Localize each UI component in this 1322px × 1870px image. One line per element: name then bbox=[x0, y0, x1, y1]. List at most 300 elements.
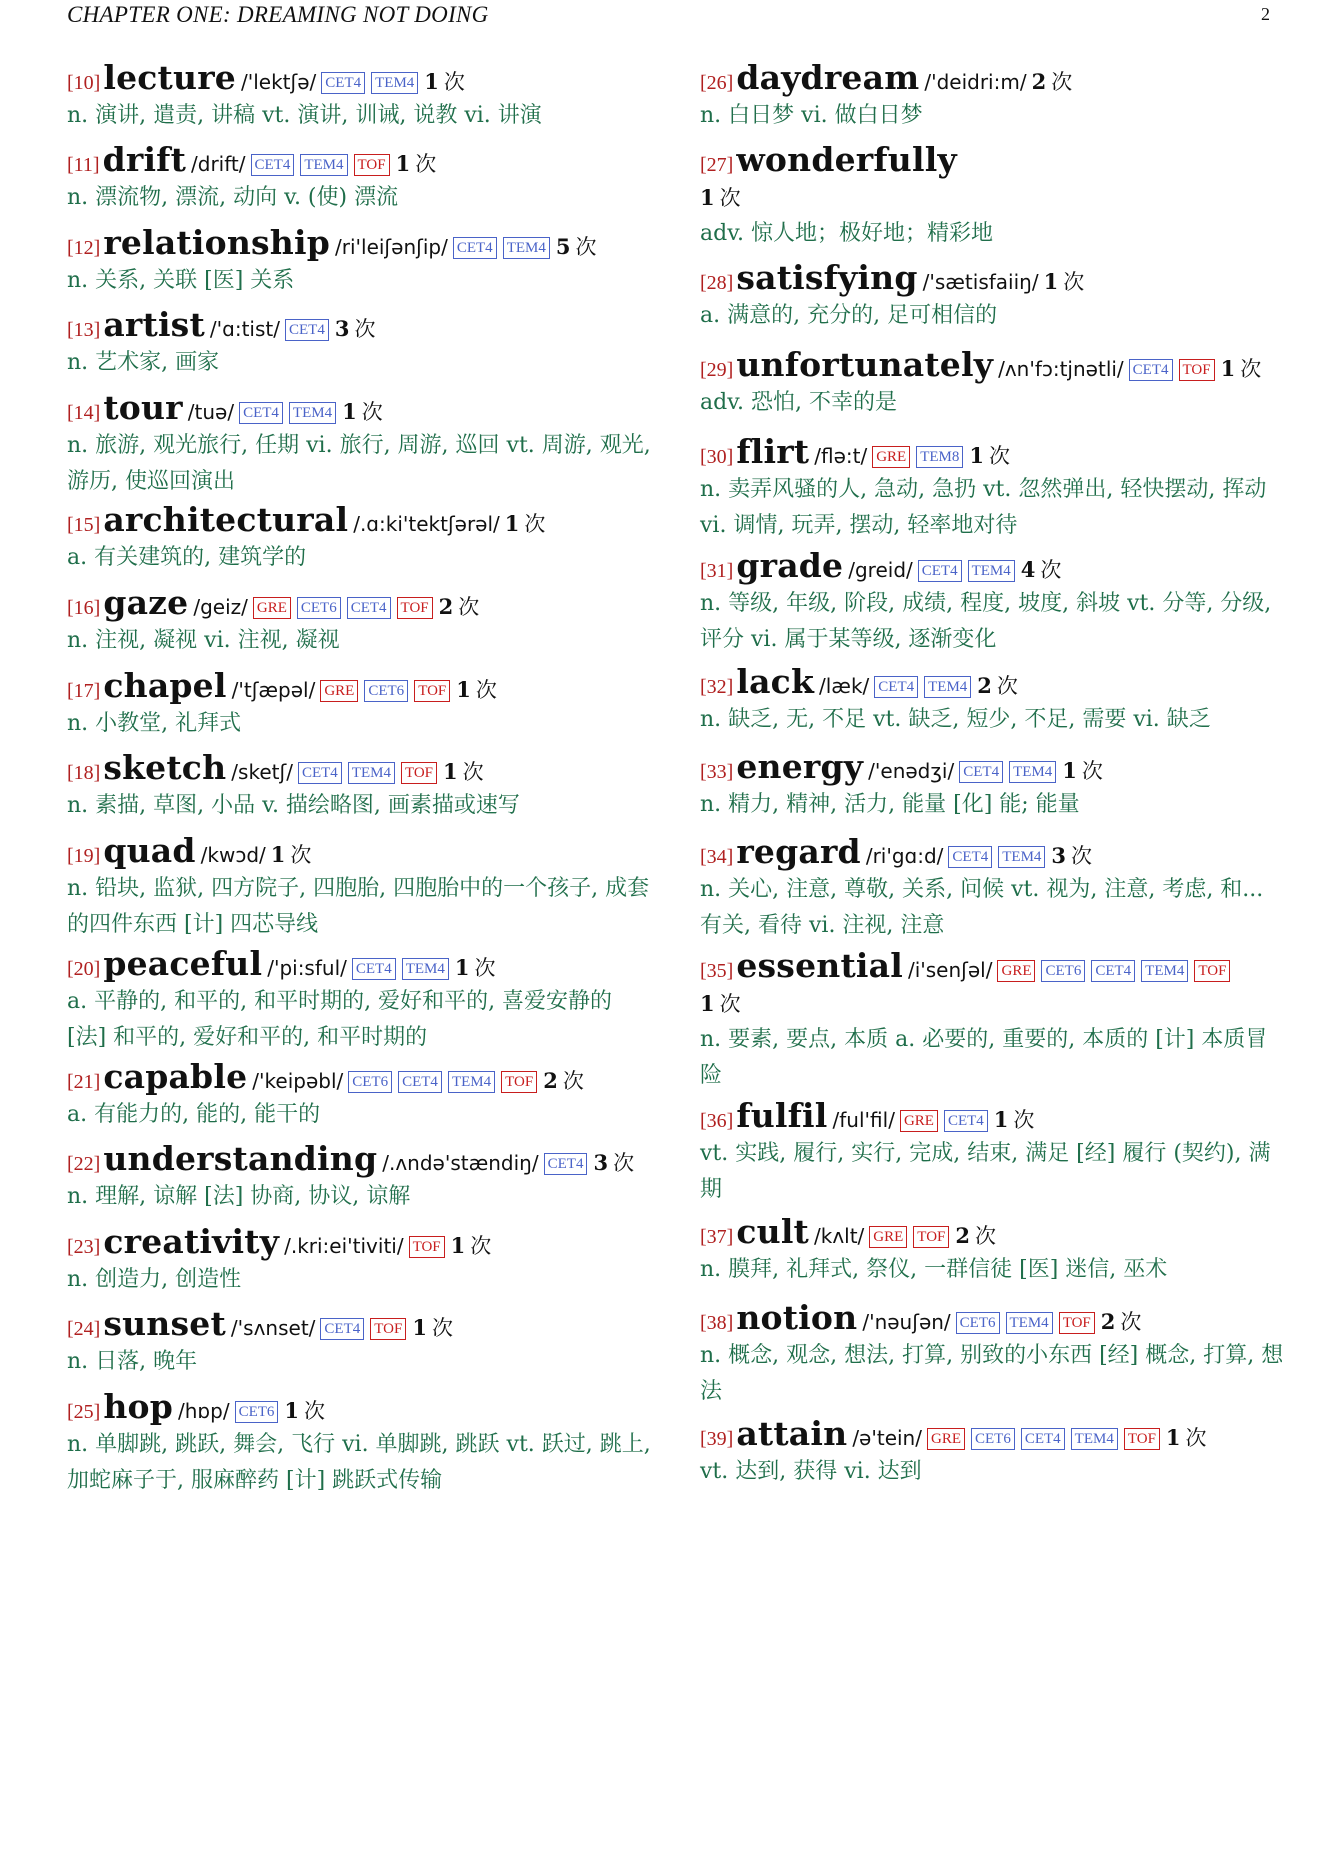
vocab-entry bbox=[67, 388, 652, 500]
frequency-count: 2 bbox=[1031, 69, 1047, 94]
frequency-unit: 次 bbox=[415, 152, 437, 176]
phonetic: /kwɔd/ bbox=[200, 843, 266, 867]
definition: n. 演讲, 遣责, 讲稿 vt. 演讲, 训诫, 说教 vi. 讲演 bbox=[67, 103, 542, 128]
entry-headline bbox=[700, 58, 1285, 98]
entry-index: [30] bbox=[700, 446, 734, 468]
exam-tag: CET6 bbox=[956, 1312, 1000, 1334]
frequency-count: 1 bbox=[450, 1233, 466, 1258]
entry-headline bbox=[700, 747, 1285, 787]
exam-tag: CET6 bbox=[297, 597, 341, 619]
page-number: 2 bbox=[1261, 4, 1270, 24]
exam-tag: TOF bbox=[414, 680, 450, 702]
headword: satisfying bbox=[736, 258, 918, 297]
exam-tag: TOF bbox=[1059, 1312, 1095, 1334]
definition: n. 精力, 精神, 活力, 能量 [化] 能; 能量 bbox=[700, 792, 1080, 817]
exam-tag: CET4 bbox=[959, 761, 1003, 783]
chapter-title: CHAPTER ONE: DREAMING NOT DOING bbox=[67, 2, 489, 27]
entry-headline bbox=[67, 223, 652, 263]
entry-index: [33] bbox=[700, 761, 734, 783]
frequency-count: 1 bbox=[700, 991, 715, 1016]
frequency-unit: 次 bbox=[996, 674, 1018, 698]
vocab-entry bbox=[700, 1212, 1285, 1288]
frequency-count: 1 bbox=[1220, 356, 1236, 381]
phonetic: /'lektʃə/ bbox=[240, 70, 317, 94]
headword: relationship bbox=[103, 223, 330, 262]
vocab-entry bbox=[67, 58, 652, 134]
phonetic: /drift/ bbox=[191, 152, 246, 176]
entry-index: [17] bbox=[67, 680, 101, 702]
entry-index: [22] bbox=[67, 1153, 101, 1175]
frequency-count: 1 bbox=[456, 677, 471, 702]
entry-headline bbox=[67, 388, 652, 428]
entry-headline bbox=[67, 944, 652, 984]
definition: n. 要素, 要点, 本质 a. 必要的, 重要的, 本质的 [计] 本质冒险 bbox=[700, 1027, 1268, 1088]
exam-tag: CET4 bbox=[1129, 359, 1173, 381]
entry-headline bbox=[67, 1304, 652, 1344]
definition: n. 创造力, 创造性 bbox=[67, 1267, 242, 1292]
entry-headline bbox=[67, 500, 652, 540]
exam-tag: TOF bbox=[401, 762, 437, 784]
vocab-entry bbox=[67, 1222, 652, 1298]
frequency-unit: 次 bbox=[1120, 1310, 1142, 1334]
frequency-unit: 次 bbox=[1013, 1108, 1035, 1132]
exam-tag: CET4 bbox=[320, 1318, 364, 1340]
exam-tag: CET6 bbox=[1041, 960, 1085, 982]
frequency-unit: 次 bbox=[474, 956, 496, 980]
exam-tag: GRE bbox=[872, 446, 910, 468]
definition: n. 小教堂, 礼拜式 bbox=[67, 711, 242, 736]
vocab-entry bbox=[67, 831, 652, 943]
vocab-entry bbox=[700, 140, 1285, 252]
frequency-unit: 次 bbox=[719, 186, 741, 210]
frequency-unit: 次 bbox=[431, 1316, 453, 1340]
frequency-unit: 次 bbox=[354, 317, 376, 341]
entry-headline bbox=[700, 345, 1285, 385]
exam-tag: CET4 bbox=[544, 1153, 588, 1175]
exam-tag: TEM4 bbox=[402, 958, 449, 980]
phonetic: /'deidri:m/ bbox=[924, 70, 1027, 94]
frequency-unit: 次 bbox=[1071, 844, 1093, 868]
entry-index: [21] bbox=[67, 1071, 101, 1093]
vocab-entry bbox=[67, 748, 652, 824]
vocab-entry bbox=[700, 946, 1285, 1094]
headword: creativity bbox=[103, 1222, 280, 1261]
exam-tag: TEM4 bbox=[998, 846, 1045, 868]
phonetic: /ri'gɑ:d/ bbox=[865, 844, 944, 868]
headword: lack bbox=[736, 662, 815, 701]
entry-index: [12] bbox=[67, 237, 101, 259]
exam-tag: GRE bbox=[927, 1428, 965, 1450]
entry-headline bbox=[700, 1298, 1285, 1338]
exam-tag: CET4 bbox=[948, 846, 992, 868]
headword: sunset bbox=[103, 1304, 226, 1343]
exam-tag: CET4 bbox=[918, 560, 962, 582]
frequency-count: 4 bbox=[1020, 557, 1036, 582]
frequency-count: 3 bbox=[593, 1150, 609, 1175]
vocab-entry bbox=[700, 1096, 1285, 1208]
frequency-count: 1 bbox=[1062, 758, 1077, 783]
frequency-unit: 次 bbox=[458, 595, 480, 619]
exam-tag: CET4 bbox=[251, 154, 295, 176]
exam-tag: TEM8 bbox=[916, 446, 963, 468]
frequency-count: 1 bbox=[969, 443, 984, 468]
exam-tag: TOF bbox=[1179, 359, 1215, 381]
frequency-count: 1 bbox=[342, 399, 357, 424]
vocab-entry bbox=[67, 305, 652, 381]
frequency-count: 1 bbox=[504, 511, 520, 536]
frequency-unit: 次 bbox=[1185, 1426, 1207, 1450]
entry-index: [28] bbox=[700, 272, 734, 294]
vocab-entry bbox=[700, 1414, 1285, 1490]
vocab-entry bbox=[67, 500, 652, 576]
frequency-count: 1 bbox=[424, 69, 439, 94]
headword: quad bbox=[103, 831, 196, 870]
phonetic: /'nəuʃən/ bbox=[862, 1310, 951, 1334]
frequency-unit: 次 bbox=[361, 400, 383, 424]
frequency-unit: 次 bbox=[462, 760, 484, 784]
exam-tag: CET4 bbox=[453, 237, 497, 259]
entry-headline bbox=[67, 1387, 652, 1427]
vocab-entry bbox=[67, 583, 652, 659]
frequency-unit: 次 bbox=[575, 235, 597, 259]
frequency-unit: 次 bbox=[719, 992, 741, 1016]
headword: daydream bbox=[736, 58, 920, 97]
phonetic: /flə:t/ bbox=[814, 444, 868, 468]
entry-index: [16] bbox=[67, 597, 101, 619]
exam-tag: TEM4 bbox=[1009, 761, 1056, 783]
definition: n. 注视, 凝视 vi. 注视, 凝视 bbox=[67, 628, 340, 653]
definition: n. 铅块, 监狱, 四方院子, 四胞胎, 四胞胎中的一个孩子, 成套的四件东西 [计] 四芯导线 bbox=[67, 876, 650, 937]
frequency-unit: 次 bbox=[1063, 270, 1085, 294]
headword: wonderfully bbox=[736, 140, 957, 179]
frequency-unit: 次 bbox=[524, 512, 546, 536]
vocab-entry bbox=[700, 832, 1285, 944]
vocab-entry bbox=[700, 662, 1285, 738]
definition: n. 膜拜, 礼拜式, 祭仪, 一群信徒 [医] 迷信, 巫术 bbox=[700, 1257, 1168, 1282]
phonetic: /.kri:ei'tiviti/ bbox=[284, 1234, 404, 1258]
frequency-unit: 次 bbox=[1040, 558, 1062, 582]
entry-headline bbox=[700, 1414, 1285, 1454]
headword: architectural bbox=[103, 500, 349, 539]
entry-index: [14] bbox=[67, 402, 101, 424]
exam-tag: TOF bbox=[397, 597, 433, 619]
headword: peaceful bbox=[103, 944, 263, 983]
frequency-unit: 次 bbox=[290, 843, 312, 867]
headword: fulfil bbox=[736, 1096, 828, 1135]
exam-tag: TOF bbox=[501, 1071, 537, 1093]
exam-tag: CET4 bbox=[298, 762, 342, 784]
definition: n. 卖弄风骚的人, 急动, 急扔 vt. 忽然弹出, 轻快摆动, 挥动 vi. 调情, 玩弄, 摆动, 轻率地对待 bbox=[700, 477, 1267, 538]
frequency-unit: 次 bbox=[613, 1151, 635, 1175]
entry-index: [26] bbox=[700, 72, 734, 94]
entry-headline bbox=[67, 140, 652, 180]
entry-headline bbox=[700, 258, 1285, 298]
definition: vt. 实践, 履行, 实行, 完成, 结束, 满足 [经] 履行 (契约), 满期 bbox=[700, 1141, 1271, 1202]
entry-index: [19] bbox=[67, 845, 101, 867]
entry-headline bbox=[67, 831, 652, 871]
frequency-count: 2 bbox=[543, 1068, 558, 1093]
entry-index: [31] bbox=[700, 560, 734, 582]
vocab-entry bbox=[700, 747, 1285, 823]
phonetic: /sketʃ/ bbox=[231, 760, 293, 784]
vocab-entry bbox=[700, 432, 1285, 544]
definition: n. 关系, 关联 [医] 关系 bbox=[67, 268, 295, 293]
headword: artist bbox=[103, 305, 205, 344]
entry-index: [10] bbox=[67, 72, 101, 94]
headword: gaze bbox=[103, 583, 189, 622]
frequency-count: 1 bbox=[454, 955, 470, 980]
vocab-entry bbox=[700, 58, 1285, 134]
exam-tag: CET4 bbox=[239, 402, 283, 424]
entry-index: [27] bbox=[700, 154, 734, 176]
definition: adv. 惊人地；极好地；精彩地 bbox=[700, 221, 994, 246]
entry-index: [29] bbox=[700, 359, 734, 381]
definition: n. 漂流物, 漂流, 动向 v. (使) 漂流 bbox=[67, 185, 399, 210]
definition: n. 素描, 草图, 小品 v. 描绘略图, 画素描或速写 bbox=[67, 793, 520, 818]
phonetic: /tuə/ bbox=[187, 400, 235, 424]
phonetic: /ʌn'fɔ:tjnətli/ bbox=[998, 357, 1124, 381]
entry-index: [20] bbox=[67, 958, 101, 980]
exam-tag: TEM4 bbox=[348, 762, 395, 784]
definition: n. 关心, 注意, 尊敬, 关系, 问候 vt. 视为, 注意, 考虑, 和...有关, 看待 vi. 注视, 注意 bbox=[700, 877, 1264, 938]
entry-headline bbox=[67, 1057, 652, 1097]
entry-headline bbox=[67, 748, 652, 788]
headword: regard bbox=[736, 832, 861, 871]
vocab-entry bbox=[700, 258, 1285, 334]
headword: sketch bbox=[103, 748, 227, 787]
entry-headline bbox=[700, 546, 1285, 586]
vocab-entry bbox=[67, 1139, 652, 1215]
frequency-count: 2 bbox=[955, 1223, 970, 1248]
exam-tag: TOF bbox=[354, 154, 390, 176]
frequency-count: 1 bbox=[1043, 269, 1059, 294]
exam-tag: GRE bbox=[320, 680, 358, 702]
headword: essential bbox=[736, 946, 903, 985]
frequency-count: 3 bbox=[1051, 843, 1067, 868]
definition: vt. 达到, 获得 vi. 达到 bbox=[700, 1459, 922, 1484]
definition: n. 理解, 谅解 [法] 协商, 协议, 谅解 bbox=[67, 1184, 411, 1209]
exam-tag: CET6 bbox=[971, 1428, 1015, 1450]
page-header bbox=[67, 0, 1270, 30]
phonetic: /'pi:sful/ bbox=[267, 956, 347, 980]
headword: unfortunately bbox=[736, 345, 994, 384]
phonetic: /læk/ bbox=[819, 674, 870, 698]
definition: n. 缺乏, 无, 不足 vt. 缺乏, 短少, 不足, 需要 vi. 缺乏 bbox=[700, 707, 1211, 732]
headword: notion bbox=[736, 1298, 858, 1337]
entry-headline bbox=[67, 583, 652, 623]
phonetic: /hɒp/ bbox=[178, 1399, 230, 1423]
exam-tag: CET4 bbox=[874, 676, 918, 698]
exam-tag: TEM4 bbox=[448, 1071, 495, 1093]
definition: adv. 恐怕, 不幸的是 bbox=[700, 390, 897, 415]
headword: lecture bbox=[103, 58, 236, 97]
frequency-count: 1 bbox=[1165, 1425, 1181, 1450]
vocab-entry bbox=[67, 223, 652, 299]
entry-index: [18] bbox=[67, 762, 101, 784]
exam-tag: CET4 bbox=[352, 958, 396, 980]
exam-tag: CET4 bbox=[1021, 1428, 1065, 1450]
definition: a. 平静的, 和平的, 和平时期的, 爱好和平的, 喜爱安静的 [法] 和平的, 爱好和平的, 和平时期的 bbox=[67, 989, 613, 1050]
frequency-unit: 次 bbox=[975, 1224, 996, 1248]
phonetic: /geiz/ bbox=[193, 595, 248, 619]
phonetic: /'sʌnset/ bbox=[230, 1316, 316, 1340]
vocab-entry bbox=[67, 140, 652, 216]
entry-headline bbox=[700, 1096, 1285, 1136]
phonetic: /ri'leiʃənʃip/ bbox=[335, 235, 448, 259]
vocab-entry bbox=[700, 546, 1285, 658]
headword: grade bbox=[736, 546, 844, 585]
frequency-count: 3 bbox=[334, 316, 350, 341]
phonetic: /ful'fil/ bbox=[832, 1108, 895, 1132]
phonetic: /ə'tein/ bbox=[852, 1426, 922, 1450]
entry-index: [34] bbox=[700, 846, 734, 868]
definition: a. 满意的, 充分的, 足可相信的 bbox=[700, 303, 998, 328]
headword: tour bbox=[103, 388, 183, 427]
exam-tag: CET6 bbox=[364, 680, 408, 702]
exam-tag: TOF bbox=[1194, 960, 1230, 982]
headword: flirt bbox=[736, 432, 810, 471]
definition: n. 等级, 年级, 阶段, 成绩, 程度, 坡度, 斜坡 vt. 分等, 分级, 评分 vi. 属于某等级, 逐渐变化 bbox=[700, 591, 1272, 652]
exam-tag: TEM4 bbox=[1006, 1312, 1053, 1334]
entry-index: [38] bbox=[700, 1312, 734, 1334]
phonetic: /'tʃæpəl/ bbox=[231, 678, 316, 702]
exam-tag: TEM4 bbox=[300, 154, 347, 176]
frequency-count: 1 bbox=[395, 151, 411, 176]
exam-tag: CET4 bbox=[1091, 960, 1135, 982]
entry-headline bbox=[67, 58, 652, 98]
entry-headline bbox=[67, 666, 652, 706]
vocab-entry bbox=[700, 345, 1285, 421]
vocab-entry bbox=[67, 666, 652, 742]
vocab-entry bbox=[700, 1298, 1285, 1410]
exam-tag: GRE bbox=[253, 597, 291, 619]
frequency-count: 1 bbox=[443, 759, 458, 784]
definition: a. 有关建筑的, 建筑学的 bbox=[67, 545, 307, 570]
exam-tag: CET4 bbox=[285, 319, 329, 341]
headword: cult bbox=[736, 1212, 809, 1251]
entry-headline bbox=[700, 432, 1285, 472]
exam-tag: TEM4 bbox=[371, 72, 418, 94]
entry-index: [15] bbox=[67, 514, 101, 536]
frequency-count: 1 bbox=[993, 1107, 1009, 1132]
entry-index: [24] bbox=[67, 1318, 101, 1340]
entry-headline bbox=[67, 1139, 652, 1179]
exam-tag: TOF bbox=[370, 1318, 406, 1340]
headword: capable bbox=[103, 1057, 248, 1096]
phonetic: /'ɑ:tist/ bbox=[209, 317, 280, 341]
exam-tag: CET6 bbox=[235, 1401, 279, 1423]
exam-tag: TEM4 bbox=[503, 237, 550, 259]
entry-index: [37] bbox=[700, 1226, 734, 1248]
vocab-entry bbox=[67, 1057, 652, 1133]
entry-headline bbox=[67, 305, 652, 345]
count-line bbox=[700, 180, 1285, 216]
phonetic: /i'senʃəl/ bbox=[907, 958, 993, 982]
frequency-unit: 次 bbox=[475, 678, 497, 702]
headword: hop bbox=[103, 1387, 174, 1426]
entry-index: [13] bbox=[67, 319, 101, 341]
phonetic: /greid/ bbox=[848, 558, 913, 582]
frequency-count: 2 bbox=[438, 594, 454, 619]
headword: attain bbox=[736, 1414, 848, 1453]
headword: energy bbox=[736, 747, 864, 786]
phonetic: /.ʌndə'stændiŋ/ bbox=[382, 1151, 539, 1175]
definition: n. 白日梦 vi. 做白日梦 bbox=[700, 103, 923, 128]
frequency-unit: 次 bbox=[1051, 70, 1073, 94]
exam-tag: CET6 bbox=[348, 1071, 392, 1093]
frequency-count: 2 bbox=[977, 673, 992, 698]
exam-tag: CET4 bbox=[347, 597, 391, 619]
frequency-unit: 次 bbox=[562, 1069, 584, 1093]
entry-index: [23] bbox=[67, 1236, 101, 1258]
entry-headline bbox=[700, 140, 1285, 180]
headword: chapel bbox=[103, 666, 227, 705]
vocab-entry bbox=[67, 1387, 652, 1499]
phonetic: /'sætisfaiiŋ/ bbox=[922, 270, 1039, 294]
frequency-unit: 次 bbox=[1240, 357, 1262, 381]
exam-tag: TEM4 bbox=[289, 402, 336, 424]
exam-tag: TEM4 bbox=[1141, 960, 1188, 982]
definition: a. 有能力的, 能的, 能干的 bbox=[67, 1102, 321, 1127]
headword: drift bbox=[102, 140, 187, 179]
definition: n. 艺术家, 画家 bbox=[67, 350, 220, 375]
entry-headline bbox=[67, 1222, 652, 1262]
vocab-entry bbox=[67, 1304, 652, 1380]
exam-tag: TEM4 bbox=[968, 560, 1015, 582]
phonetic: /'enədʒi/ bbox=[868, 759, 955, 783]
frequency-unit: 次 bbox=[304, 1399, 326, 1423]
frequency-unit: 次 bbox=[989, 444, 1010, 468]
count-line bbox=[700, 986, 1285, 1022]
exam-tag: TOF bbox=[913, 1226, 949, 1248]
frequency-unit: 次 bbox=[443, 70, 465, 94]
entry-headline bbox=[700, 832, 1285, 872]
entry-headline bbox=[700, 946, 1285, 986]
phonetic: /kʌlt/ bbox=[814, 1224, 865, 1248]
frequency-unit: 次 bbox=[1081, 759, 1103, 783]
vocab-entry bbox=[67, 944, 652, 1056]
entry-index: [36] bbox=[700, 1110, 734, 1132]
definition: n. 单脚跳, 跳跃, 舞会, 飞行 vi. 单脚跳, 跳跃 vt. 跃过, 跳上, 加蛇麻子于, 服麻醉药 [计] 跳跃式传输 bbox=[67, 1432, 651, 1493]
entry-index: [32] bbox=[700, 676, 734, 698]
definition: n. 概念, 观念, 想法, 打算, 别致的小东西 [经] 概念, 打算, 想法 bbox=[700, 1343, 1284, 1404]
exam-tag: GRE bbox=[997, 960, 1035, 982]
definition: n. 日落, 晚年 bbox=[67, 1349, 198, 1374]
entry-index: [35] bbox=[700, 960, 734, 982]
entry-index: [39] bbox=[700, 1428, 734, 1450]
exam-tag: GRE bbox=[900, 1110, 938, 1132]
definition: n. 旅游, 观光旅行, 任期 vi. 旅行, 周游, 巡回 vt. 周游, 观光, 游历, 使巡回演出 bbox=[67, 433, 651, 494]
frequency-count: 2 bbox=[1100, 1309, 1116, 1334]
entry-headline bbox=[700, 1212, 1285, 1252]
frequency-unit: 次 bbox=[470, 1234, 492, 1258]
headword: understanding bbox=[103, 1139, 378, 1178]
exam-tag: TEM4 bbox=[1071, 1428, 1118, 1450]
exam-tag: TOF bbox=[409, 1236, 445, 1258]
entry-index: [11] bbox=[67, 154, 100, 176]
exam-tag: CET4 bbox=[321, 72, 365, 94]
frequency-count: 1 bbox=[284, 1398, 300, 1423]
entry-index: [25] bbox=[67, 1401, 101, 1423]
frequency-count: 1 bbox=[412, 1315, 427, 1340]
phonetic: /'keipəbl/ bbox=[252, 1069, 344, 1093]
phonetic: /.ɑ:ki'tektʃərəl/ bbox=[353, 512, 500, 536]
frequency-count: 5 bbox=[555, 234, 571, 259]
frequency-count: 1 bbox=[700, 185, 715, 210]
exam-tag: TOF bbox=[1124, 1428, 1160, 1450]
entry-headline bbox=[700, 662, 1285, 702]
exam-tag: GRE bbox=[869, 1226, 907, 1248]
